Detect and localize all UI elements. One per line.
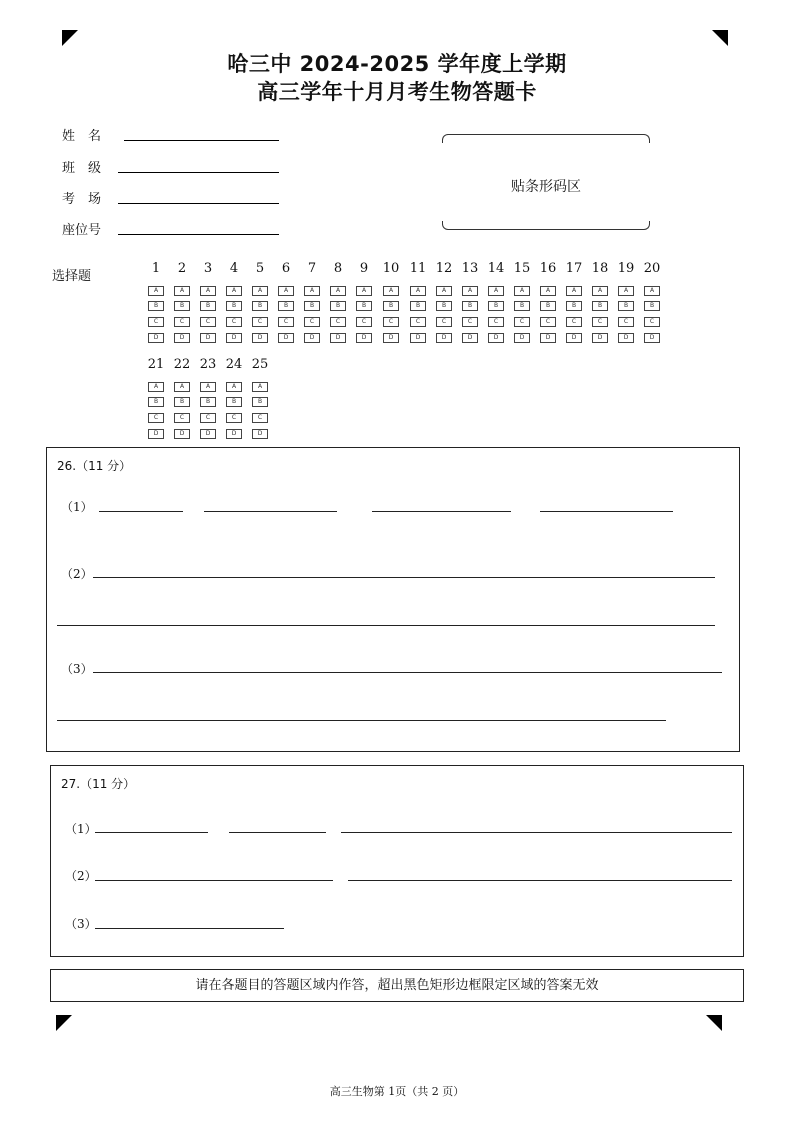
choice-question-number: 9 <box>359 261 369 276</box>
choice-bubble-b[interactable]: B <box>462 301 478 311</box>
choice-bubble-c[interactable]: C <box>644 317 660 327</box>
choice-bubble-d[interactable]: D <box>148 333 164 343</box>
choice-bubble-c[interactable]: C <box>304 317 320 327</box>
q26-part2-label: （2） <box>61 567 93 581</box>
choice-question-number: 22 <box>173 357 191 372</box>
q26-part1-blank-1[interactable] <box>99 511 183 512</box>
choice-bubble-c[interactable]: C <box>226 413 242 423</box>
seat-number-field[interactable] <box>118 233 279 235</box>
choice-bubble-c[interactable]: C <box>200 317 216 327</box>
choice-bubble-c[interactable]: C <box>410 317 426 327</box>
choice-bubble-d[interactable]: D <box>383 333 399 343</box>
barcode-area <box>442 134 650 230</box>
choice-question-number: 25 <box>251 357 269 372</box>
q27-part2-blank-2[interactable] <box>348 880 732 881</box>
choice-bubble-c[interactable]: C <box>436 317 452 327</box>
choice-bubble-b[interactable]: B <box>644 301 660 311</box>
choice-bubble-c[interactable]: C <box>278 317 294 327</box>
choice-bubble-c[interactable]: C <box>330 317 346 327</box>
q27-part1-blank-1[interactable] <box>95 832 208 833</box>
choice-question-number: 7 <box>307 261 317 276</box>
choice-bubble-b[interactable]: B <box>514 301 530 311</box>
choice-bubble-a[interactable]: A <box>618 286 634 296</box>
choice-bubble-a[interactable]: A <box>226 286 242 296</box>
question-26-heading: 26.（11 分） <box>57 459 132 473</box>
class-field[interactable] <box>118 171 279 173</box>
choice-bubble-d[interactable]: D <box>148 429 164 439</box>
corner-mark-bottom-left <box>56 1015 72 1031</box>
choice-bubble-d[interactable]: D <box>566 333 582 343</box>
exam-room-field[interactable] <box>118 202 279 204</box>
choice-question-number: 21 <box>147 357 165 372</box>
q26-part1-blank-3[interactable] <box>372 511 511 512</box>
choice-bubble-a[interactable]: A <box>252 286 268 296</box>
choice-bubble-d[interactable]: D <box>278 333 294 343</box>
choice-bubble-a[interactable]: A <box>540 286 556 296</box>
choice-bubble-a[interactable]: A <box>278 286 294 296</box>
choice-bubble-c[interactable]: C <box>174 413 190 423</box>
q26-part2-blank-2[interactable] <box>57 625 715 626</box>
choice-bubble-c[interactable]: C <box>462 317 478 327</box>
choice-bubble-c[interactable]: C <box>592 317 608 327</box>
choice-bubble-a[interactable]: A <box>436 286 452 296</box>
choice-bubble-a[interactable]: A <box>462 286 478 296</box>
choice-question-number: 15 <box>513 261 531 276</box>
choice-bubble-a[interactable]: A <box>252 382 268 392</box>
choice-bubble-b[interactable]: B <box>304 301 320 311</box>
choice-bubble-c[interactable]: C <box>540 317 556 327</box>
choice-bubble-b[interactable]: B <box>383 301 399 311</box>
choice-bubble-c[interactable]: C <box>618 317 634 327</box>
q26-part1-blank-4[interactable] <box>540 511 673 512</box>
choice-bubble-d[interactable]: D <box>514 333 530 343</box>
choice-question-number: 14 <box>487 261 505 276</box>
choice-bubble-d[interactable]: D <box>304 333 320 343</box>
choice-question-number: 12 <box>435 261 453 276</box>
multiple-choice-label: 选择题 <box>52 269 92 284</box>
choice-bubble-d[interactable]: D <box>200 429 216 439</box>
choice-bubble-a[interactable]: A <box>226 382 242 392</box>
q27-part2-blank-1[interactable] <box>95 880 333 881</box>
choice-bubble-b[interactable]: B <box>278 301 294 311</box>
choice-bubble-b[interactable]: B <box>330 301 346 311</box>
choice-bubble-d[interactable]: D <box>592 333 608 343</box>
choice-bubble-a[interactable]: A <box>356 286 372 296</box>
q27-part1-label: （1） <box>65 822 97 836</box>
choice-bubble-a[interactable]: A <box>148 382 164 392</box>
choice-bubble-c[interactable]: C <box>488 317 504 327</box>
choice-bubble-d[interactable]: D <box>410 333 426 343</box>
choice-bubble-a[interactable]: A <box>174 382 190 392</box>
choice-bubble-a[interactable]: A <box>200 382 216 392</box>
q26-part1-blank-2[interactable] <box>204 511 337 512</box>
choice-question-number: 5 <box>255 261 265 276</box>
choice-bubble-c[interactable]: C <box>252 317 268 327</box>
choice-question-number: 10 <box>382 261 400 276</box>
choice-bubble-c[interactable]: C <box>514 317 530 327</box>
q27-part3-blank-1[interactable] <box>95 928 284 929</box>
choice-bubble-c[interactable]: C <box>148 413 164 423</box>
choice-bubble-b[interactable]: B <box>592 301 608 311</box>
choice-question-number: 3 <box>203 261 213 276</box>
name-label: 姓 名 <box>62 129 102 144</box>
choice-bubble-a[interactable]: A <box>514 286 530 296</box>
question-26-box <box>46 447 740 752</box>
choice-bubble-c[interactable]: C <box>226 317 242 327</box>
choice-bubble-a[interactable]: A <box>644 286 660 296</box>
choice-bubble-b[interactable]: B <box>566 301 582 311</box>
choice-bubble-b[interactable]: B <box>200 397 216 407</box>
seat-number-label: 座位号 <box>62 223 102 238</box>
choice-bubble-b[interactable]: B <box>618 301 634 311</box>
choice-bubble-a[interactable]: A <box>566 286 582 296</box>
page-footer: 高三生物第 1页（共 2 页） <box>329 1085 465 1098</box>
choice-bubble-d[interactable]: D <box>252 429 268 439</box>
choice-question-number: 16 <box>539 261 557 276</box>
choice-bubble-d[interactable]: D <box>174 333 190 343</box>
class-label: 班 级 <box>62 161 102 176</box>
choice-bubble-a[interactable]: A <box>410 286 426 296</box>
q27-part2-label: （2） <box>65 869 97 883</box>
choice-bubble-d[interactable]: D <box>174 429 190 439</box>
q26-part3-blank-2[interactable] <box>57 720 666 721</box>
choice-bubble-a[interactable]: A <box>304 286 320 296</box>
choice-bubble-c[interactable]: C <box>174 317 190 327</box>
q26-part2-blank-1[interactable] <box>93 577 715 578</box>
choice-question-number: 6 <box>281 261 291 276</box>
choice-question-number: 1 <box>151 261 161 276</box>
choice-question-number: 20 <box>643 261 661 276</box>
q27-part3-label: （3） <box>65 917 97 931</box>
question-27-heading: 27.（11 分） <box>61 777 136 791</box>
choice-bubble-d[interactable]: D <box>356 333 372 343</box>
choice-bubble-b[interactable]: B <box>540 301 556 311</box>
choice-bubble-c[interactable]: C <box>566 317 582 327</box>
choice-bubble-d[interactable]: D <box>226 429 242 439</box>
choice-bubble-d[interactable]: D <box>540 333 556 343</box>
choice-question-number: 23 <box>199 357 217 372</box>
choice-bubble-b[interactable]: B <box>226 397 242 407</box>
choice-bubble-d[interactable]: D <box>252 333 268 343</box>
choice-question-number: 8 <box>333 261 343 276</box>
choice-bubble-d[interactable]: D <box>462 333 478 343</box>
choice-question-number: 13 <box>461 261 479 276</box>
corner-mark-top-right <box>712 30 728 46</box>
choice-bubble-b[interactable]: B <box>252 301 268 311</box>
choice-bubble-b[interactable]: B <box>226 301 242 311</box>
choice-bubble-a[interactable]: A <box>200 286 216 296</box>
notice-text: 请在各题目的答题区域内作答，超出黑色矩形边框限定区域的答案无效 <box>195 978 599 993</box>
choice-bubble-d[interactable]: D <box>488 333 504 343</box>
choice-bubble-c[interactable]: C <box>200 413 216 423</box>
answer-area-notice <box>50 969 744 1002</box>
q27-part1-blank-2[interactable] <box>229 832 326 833</box>
choice-bubble-a[interactable]: A <box>488 286 504 296</box>
choice-question-number: 17 <box>565 261 583 276</box>
choice-bubble-c[interactable]: C <box>252 413 268 423</box>
choice-question-number: 11 <box>409 261 427 276</box>
q26-part1-label: （1） <box>61 500 93 514</box>
choice-question-number: 19 <box>617 261 635 276</box>
choice-question-number: 18 <box>591 261 609 276</box>
choice-bubble-c[interactable]: C <box>148 317 164 327</box>
choice-question-number: 2 <box>177 261 187 276</box>
choice-bubble-b[interactable]: B <box>410 301 426 311</box>
barcode-label: 贴条形码区 <box>511 179 581 195</box>
choice-bubble-d[interactable]: D <box>436 333 452 343</box>
q26-part3-label: （3） <box>61 662 93 676</box>
choice-bubble-b[interactable]: B <box>174 301 190 311</box>
choice-bubble-c[interactable]: C <box>383 317 399 327</box>
page-title-line2: 高三学年十月月考生物答题卡 <box>257 80 537 104</box>
choice-bubble-b[interactable]: B <box>200 301 216 311</box>
choice-bubble-d[interactable]: D <box>644 333 660 343</box>
choice-bubble-a[interactable]: A <box>383 286 399 296</box>
choice-bubble-d[interactable]: D <box>200 333 216 343</box>
q27-part1-blank-3[interactable] <box>341 832 732 833</box>
name-field[interactable] <box>124 139 279 141</box>
corner-mark-top-left <box>62 30 78 46</box>
choice-bubble-b[interactable]: B <box>488 301 504 311</box>
choice-bubble-b[interactable]: B <box>148 397 164 407</box>
question-27-box <box>50 765 744 957</box>
choice-bubble-b[interactable]: B <box>148 301 164 311</box>
page-title-line1: 哈三中 2024-2025 学年度上学期 <box>227 52 567 76</box>
corner-mark-bottom-right <box>706 1015 722 1031</box>
q26-part3-blank-1[interactable] <box>93 672 722 673</box>
choice-question-number: 24 <box>225 357 243 372</box>
choice-bubble-b[interactable]: B <box>436 301 452 311</box>
choice-bubble-b[interactable]: B <box>356 301 372 311</box>
choice-bubble-b[interactable]: B <box>252 397 268 407</box>
choice-bubble-c[interactable]: C <box>356 317 372 327</box>
choice-bubble-a[interactable]: A <box>330 286 346 296</box>
choice-bubble-b[interactable]: B <box>174 397 190 407</box>
choice-bubble-d[interactable]: D <box>330 333 346 343</box>
choice-bubble-a[interactable]: A <box>148 286 164 296</box>
choice-bubble-a[interactable]: A <box>592 286 608 296</box>
choice-bubble-d[interactable]: D <box>618 333 634 343</box>
choice-bubble-d[interactable]: D <box>226 333 242 343</box>
choice-bubble-a[interactable]: A <box>174 286 190 296</box>
exam-room-label: 考 场 <box>62 192 102 207</box>
choice-question-number: 4 <box>229 261 239 276</box>
